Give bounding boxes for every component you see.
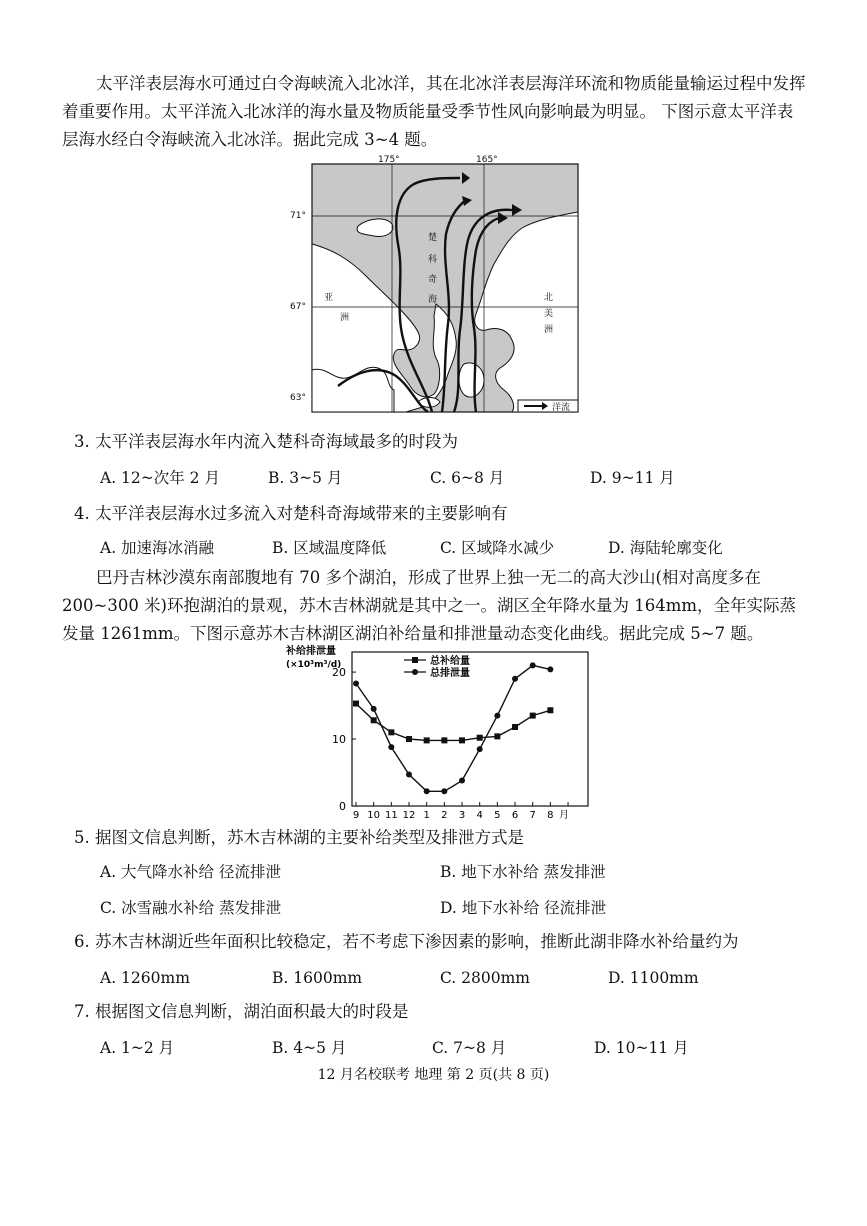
- series-2-point: [530, 662, 536, 668]
- sea-label-char4: 海: [428, 295, 438, 305]
- lon-label-165: 165°: [476, 155, 498, 165]
- passage-2: 巴丹吉林沙漠东南部腹地有 70 多个湖泊，形成了世界上独一无二的高大沙山(相对高度多在 200~300 米)环抱湖泊的景观，苏木吉林湖就是其中之一。湖区全年降水量为 164mm，全年实际蒸发量 1261mm。下图示意苏木吉林湖区湖泊补给量和排泄量动态变化曲线。据此完成 5~7 题。: [62, 568, 797, 643]
- x-tick-label: 4: [476, 810, 483, 820]
- legend-square-icon: [412, 657, 418, 663]
- chart-legend: [404, 654, 470, 679]
- series-2-point: [494, 713, 500, 719]
- question-5: 5. 据图文信息判断，苏木吉林湖的主要补给类型及排泄方式是: [74, 828, 524, 847]
- x-tick-label: 10: [367, 810, 381, 820]
- series-2-point: [388, 744, 394, 750]
- series-2-point: [406, 772, 412, 778]
- question-7: 7. 根据图文信息判断，湖泊面积最大的时段是: [74, 1002, 409, 1021]
- x-tick-label: 1: [423, 810, 430, 820]
- series-1-point: [512, 724, 518, 730]
- q5-option-d[interactable]: D. 地下水补给 径流排泄: [440, 899, 607, 917]
- lat-label-63: 63°: [290, 393, 306, 403]
- series-1-point: [371, 717, 377, 723]
- q7-option-a[interactable]: A. 1~2 月: [100, 1039, 175, 1057]
- series-2-point: [441, 788, 447, 794]
- x-tick-label: 12: [402, 810, 416, 820]
- q6-option-d[interactable]: D. 1100mm: [608, 969, 699, 987]
- q7-option-c[interactable]: C. 7~8 月: [432, 1039, 507, 1057]
- series-2-point: [424, 788, 430, 794]
- series-1-point: [494, 733, 500, 739]
- asia-label-char2: 洲: [340, 313, 350, 323]
- legend-label: 总排泄量: [430, 668, 470, 679]
- x-tick-label: 8: [547, 810, 554, 820]
- q4-option-b[interactable]: B. 区域温度降低: [272, 539, 387, 557]
- x-tick-label: 9: [352, 810, 360, 820]
- series-1-point: [477, 735, 483, 741]
- x-tick-label: 5: [494, 810, 501, 820]
- chart-yunit: (×10³m³/d): [286, 660, 342, 670]
- alaska-peninsula: [459, 363, 484, 397]
- q7-option-b[interactable]: B. 4~5 月: [272, 1039, 347, 1057]
- lon-label-175: 175°: [378, 155, 400, 165]
- question-6: 6. 苏木吉林湖近些年面积比较稳定，若不考虑下渗因素的影响，推断此湖非降水补给量约为: [74, 932, 739, 951]
- y-tick-label: 10: [332, 733, 346, 747]
- asia-label-char1: 亚: [324, 293, 334, 303]
- q3-option-c[interactable]: C. 6~8 月: [430, 469, 505, 487]
- q4-option-a[interactable]: A. 加速海冰消融: [100, 539, 215, 557]
- page-footer: 12 月名校联考 地理 第 2 页(共 8 页): [317, 1067, 550, 1083]
- series-1-point: [353, 701, 359, 707]
- x-tick-label: 3: [458, 810, 466, 820]
- sea-label-char1: 楚: [428, 233, 438, 243]
- x-tick-label: 2: [441, 810, 448, 820]
- na-label-char1: 北: [544, 293, 554, 303]
- x-tick-label: 7: [529, 810, 536, 820]
- q5-option-a[interactable]: A. 大气降水补给 径流排泄: [100, 863, 281, 881]
- series-1-point: [406, 736, 412, 742]
- series-2-point: [353, 680, 359, 686]
- chart-ylabel: 补给排泄量: [286, 646, 336, 657]
- q6-option-c[interactable]: C. 2800mm: [440, 969, 531, 987]
- na-label-char2: 美: [544, 309, 554, 319]
- lat-label-67: 67°: [290, 302, 306, 312]
- series-1-point: [459, 737, 465, 743]
- x-tick-label: 11: [384, 810, 398, 820]
- bering-strait-map: [286, 154, 596, 424]
- series-1-point: [530, 713, 536, 719]
- x-tick-label: 6: [511, 810, 519, 820]
- q3-option-d[interactable]: D. 9~11 月: [590, 469, 675, 487]
- question-3: 3. 太平洋表层海水年内流入楚科奇海域最多的时段为: [74, 432, 458, 451]
- series-1-point: [441, 737, 447, 743]
- sea-label-char2: 科: [428, 255, 438, 265]
- q3-option-b[interactable]: B. 3~5 月: [268, 469, 343, 487]
- legend-label: 洋流: [552, 403, 571, 413]
- q5-option-c[interactable]: C. 冰雪融水补给 蒸发排泄: [100, 899, 282, 917]
- question-4: 4. 太平洋表层海水过多流入对楚科奇海域带来的主要影响有: [74, 504, 508, 523]
- lat-label-71: 71°: [290, 211, 306, 221]
- series-1-point: [424, 737, 430, 743]
- series-1-point: [547, 707, 553, 713]
- series-2-point: [547, 666, 553, 672]
- q6-option-a[interactable]: A. 1260mm: [100, 969, 190, 987]
- q5-option-b[interactable]: B. 地下水补给 蒸发排泄: [440, 863, 606, 881]
- q3-option-a[interactable]: A. 12~次年 2 月: [100, 469, 220, 487]
- legend-label: 总补给量: [430, 656, 470, 667]
- chart-x-ticks: [353, 802, 569, 820]
- series-2-point: [512, 676, 518, 682]
- lake-balance-chart: [282, 642, 592, 820]
- sea-label-char3: 奇: [428, 275, 438, 285]
- passage-1: 太平洋表层海水可通过白令海峡流入北冰洋，其在北冰洋表层海洋环流和物质能量输运过程中发挥着重要作用。太平洋流入北冰洋的海水量及物质能量受季节性风向影响最为明显。 下图示意太平洋表层海水经白令海峡流入北冰洋。据此完成 3~4 题。: [62, 74, 806, 149]
- series-1-point: [388, 729, 394, 735]
- series-2-point: [477, 746, 483, 752]
- x-tick-label: 月: [559, 810, 570, 820]
- q6-option-b[interactable]: B. 1600mm: [272, 969, 363, 987]
- legend-circle-icon: [412, 669, 418, 675]
- y-tick-label: 20: [332, 666, 346, 680]
- q4-option-d[interactable]: D. 海陆轮廓变化: [608, 539, 723, 557]
- series-2-point: [459, 778, 465, 784]
- q7-option-d[interactable]: D. 10~11 月: [594, 1039, 689, 1057]
- chart-series: [353, 662, 553, 794]
- series-2-point: [371, 706, 377, 712]
- q4-option-c[interactable]: C. 区域降水减少: [440, 539, 555, 557]
- na-label-char3: 洲: [544, 325, 554, 335]
- y-tick-label: 0: [339, 800, 346, 813]
